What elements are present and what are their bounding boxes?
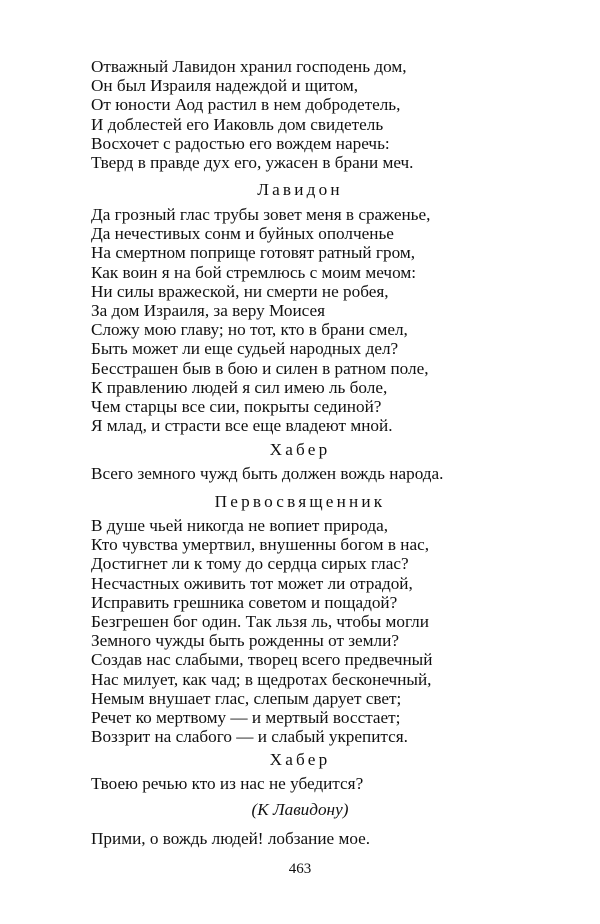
verse-line: Кто чувства умертвил, внушенны богом в нас, [91,535,429,555]
verse-block-khaber [91,774,531,793]
verse-line: Прими, о вождь людей! лобзание мое. [91,829,371,848]
verse-line: Быть может ли еще судьей народных дел? [91,339,399,359]
verse-block-khaber-continued [91,829,531,848]
verse-line: В душе чьей никогда не вопиет природа, [91,516,389,535]
verse-block-lavidon [91,205,531,435]
verse-line: Твоею речью кто из нас не убедится? [91,774,364,793]
verse-line: За дом Израиля, за веру Моисея [91,300,326,320]
verse-line: Речет ко мертвому — и мертвый восстает; [91,707,401,727]
verse-line: Ни силы вражеской, ни смерти не робея, [91,281,389,301]
stage-direction: (К Лавидону) [251,800,349,819]
verse-line: Несчастных оживить тот может ли отрадой, [91,573,413,593]
verse-line: Я млад, и страсти все еще владеют мной. [91,416,393,436]
verse-line: Бесстрашен быв в бою и силен в ратном поле, [91,358,429,378]
verse-block-narration [91,57,531,172]
verse-block-khaber [91,464,531,483]
verse-line: Достигнет ли к тому до сердца сирых глас? [91,554,409,574]
speaker-name-khaber: Хабер [269,440,331,459]
verse-line: Как воин я на бой стремлюсь с моим мечом: [91,262,416,282]
verse-line: Он был Израиля надеждой и щитом, [91,76,359,96]
verse-line: Восхочет с радостью его вождем наречь: [91,133,390,153]
verse-line: К правлению людей я сил имею ль боле, [91,377,388,397]
verse-line: Отважный Лавидон хранил господень дом, [91,57,407,76]
verse-line: От юности Аод растил в нем добродетель, [91,95,401,115]
verse-line: Немым внушает глас, слепым дарует свет; [91,688,402,708]
verse-line: Безгрешен бог один. Так льзя ль, чтобы могли [91,611,429,631]
verse-line: Чем старцы все сии, покрыты сединой? [91,396,382,416]
verse-line: Воззрит на слабого — и слабый укрепится. [91,727,408,747]
verse-block-high-priest [91,516,531,746]
verse-line: Тверд в правде дух его, ужасен в брани меч. [91,152,414,172]
verse-line: Нас милует, как чад; в щедротах бесконечный, [91,669,432,689]
verse-line: И доблестей его Иаковль дом свидетель [91,114,384,134]
page-number: 463 [288,861,312,877]
speaker-name-high-priest: Первосвященник [214,492,386,511]
verse-line: Сложу мою главу; но тот, кто в брани смел, [91,320,408,340]
verse-line: Исправить грешника советом и пощадой? [91,592,398,612]
verse-line: На смертном поприще готовят ратный гром, [91,243,416,263]
speaker-name-khaber: Хабер [269,750,331,769]
verse-line: Земного чужды быть рожденны от земли? [91,631,399,651]
verse-line: Да нечестивых сонм и буйных ополченье [91,224,394,244]
verse-line: Да грозный глас трубы зовет меня в сраженье, [91,205,431,224]
verse-line: Создав нас слабыми, творец всего предвечный [91,650,433,670]
verse-line: Всего земного чужд быть должен вождь народа. [91,464,444,483]
speaker-name-lavidon: Лавидон [257,180,343,199]
